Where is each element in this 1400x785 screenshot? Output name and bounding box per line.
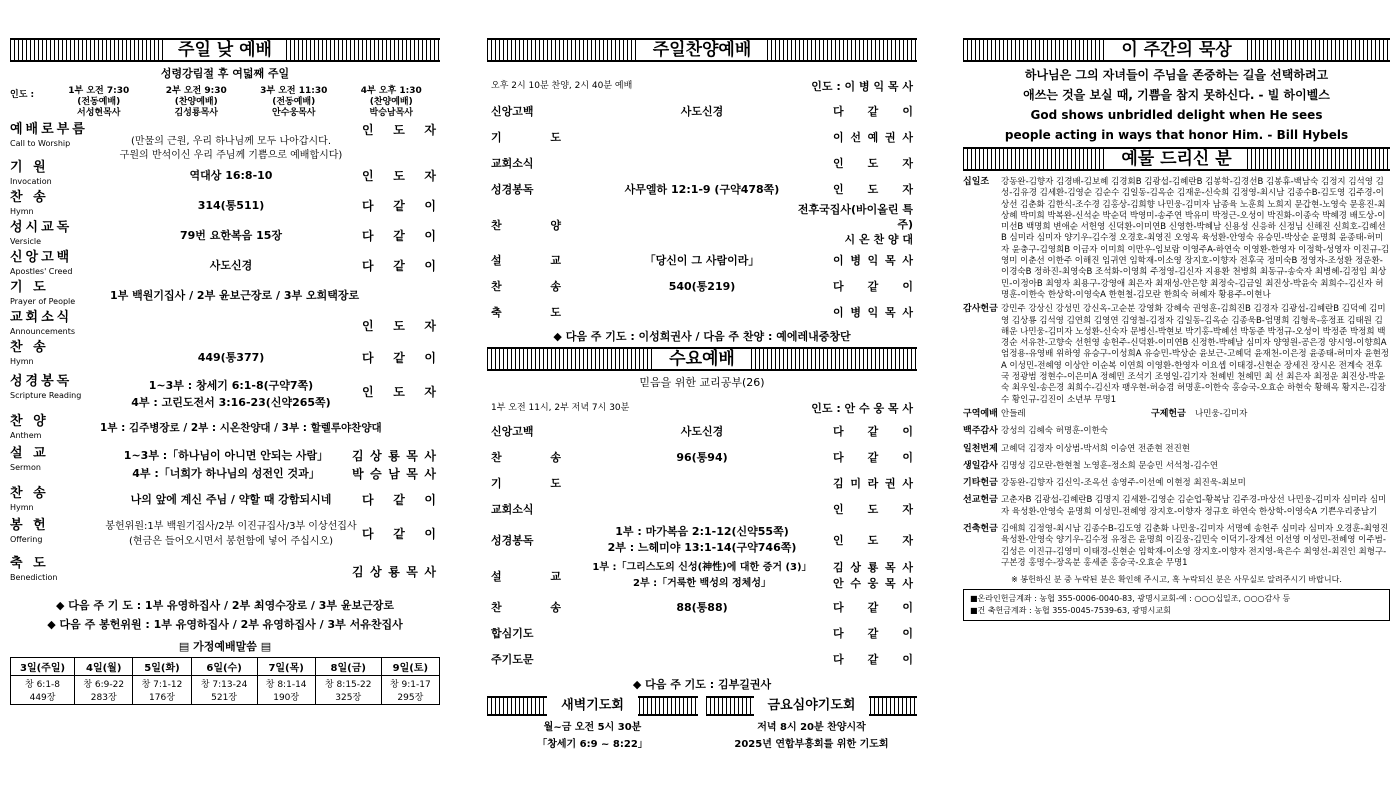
order-row: 축 도 Benediction 김 상 룡 목 사 [10,556,436,582]
praise-next: ◆ 다음 주 기도 : 이성희권사 / 다음 주 찬양 : 예에레내중창단 [553,330,851,343]
order-row: 교회소식 인 도 자 [491,157,913,170]
order-row: 교회소식 인 도 자 [491,503,913,516]
offering-header: 예물 드리신 분 [963,147,1390,171]
order-row: 설 교 Sermon 1~3부 :「하나님이 아니면 안되는 사람」 4부 :「너희가 하나님의 성전인 것과」 김 상 룡 목 사 박 승 남 목 사 [10,446,436,481]
praise-service-header: 주일찬양예배 [487,38,917,62]
offering-group: 기타헌금 강동완-김향자 김신익-조옥선 송영주-이선예 이현정 최진욱-최보미 [963,478,1246,489]
offering-group: 십일조 강동완-김향자 김경배-김보혜 김경회B 김광섭-김혜란B 김봉학-김경선B 김봉휴-백남숙 김정지 김석영 김성-김유경 김세환-김영순 김순수 김일동-김옥순 김재운-신숙희 김정영-최시남 김종수B-김도영 김주경-이상선 김춘화 김한식-조수경 김홍상-김희향 나민웅-김미자 남종육 노훈희 노희지 문갑현-노영숙 문흥진-최상혜 박미희 박복완-신석순 박순덕 박영미-송주연 박유미 박정근-오성이 박진화-이종숙 박혜경 배도상-이미선B 백명희 변애순 서헌영 신덕환-이미연B 신영한-박혜남 신용성 신응하 신정님 신해진 신희호-김혜선B 심미라 심미자 양기우-김수정 오경호-최영진 오영옥 육성환-안영숙 유승민-박상순 윤명희 윤종태-허미자 윤충구-김영희B 이금자 이미희 이만우-임보람 이영주A-하연숙 이영환-한영자 이정학-성영자 이진규-김영미 이춘선 이한주 이해진 임귀연 임학재-이소영 장지호-이향자 전후국 정미숙B 정영자-조성환 정운환-이경숙B 정하진-최영숙B 조석화-이영희 주정영-김신자 지용환 천병희 최동규-송숙자 최병헤-김정임 최상민-이정아B 최영자 최용구-강영애 최은자 최재성-안은향 최정숙-김금일 최진상-박윤숙 최희수-김신자 허명훈-이한숙 한상학-이영숙A 한현철-김모란 한희숙 허혜자 황용주-이현나 [963,177,1390,300]
subtitle: 성령강림절 후 여덟째 주일 [160,67,290,80]
devotion-table: 3일(주일) 4일(월) 5일(화) 6일(수) 7일(목) 8일(금) 9일(토) 창 6:1-8 449장 창 6:9-22 283장 창 7:1-12 176장 창 7:13-24 521장 창 8:1-14 190장 창 8:15-22 325장 창 9:1-17 295장 [10,657,440,705]
order-of-worship [10,123,440,589]
order-row: 찬 송 540(통219) 다 같 이 [491,280,913,293]
order-row: 성경봉독 Scripture Reading 1~3부 : 창세기 6:1-8(구약7쪽) 4부 : 고린도전서 3:16-23(신약265쪽) 인 도 자 [10,374,436,409]
wednesday-info: 1부 오전 11시, 2부 저녁 7시 30분 인도 : 안 수 웅 목 사 [491,402,913,415]
order-row: 신앙고백 사도신경 다 같 이 [491,425,913,438]
offering-note: ※ 봉헌하신 분 중 누락된 분은 확인해 주시고, 혹 누락되신 분은 사무실로 알려주시기 바랍니다. [1011,575,1342,585]
offering-group: 생일감사 김명성 김모란-한현철 노영훈-정소희 문승민 서석청-김수연 [963,460,1219,471]
order-row: 기 원 Invocation 역대상 16:8-10 인 도 자 [10,160,436,186]
order-row: 봉 헌 Offering 봉헌위원:1부 백원기집사/2부 이진규집사/3부 이상선집사 (현금은 들어오시면서 봉헌함에 넣어 주십시오) 다 같 이 [10,518,436,547]
meditation-header: 이 주간의 묵상 [963,38,1390,62]
service-4: 4부 오후 1:30 (찬양예배) 박승남목사 [360,86,422,118]
praise-service-column [487,38,917,750]
offering-group: 구역예배 안들레 구제헌금 나민웅-김미자 [963,408,1248,419]
praise-order [487,98,917,325]
wednesday-header: 수요예배 [487,347,917,371]
service-1: 1부 오전 7:30 (전동예배) 서성현목사 [68,86,130,118]
next-offering: ◆ 다음 주 봉헌위원 : 1부 유영하집사 / 2부 유영하집사 / 3부 서유찬집사 [47,618,403,631]
order-row: 성시교독 Versicle 79번 요한복음 15장 다 같 이 [10,220,436,246]
order-row: 신앙고백 Apostles' Creed 사도신경 다 같 이 [10,250,436,276]
wednesday-order [487,418,917,672]
order-row: 찬 송 88(통88) 다 같 이 [491,601,913,614]
service-3: 3부 오전 11:30 (전동예배) 안수웅목사 [260,86,328,118]
service-2: 2부 오전 9:30 (찬양예배) 김성룡목사 [165,86,227,118]
friday-prayer: 금요심야기도회 저녁 8시 20분 찬양시작 2025년 연합부흥회를 위한 기도회 [706,696,917,750]
order-row: 찬 송 Hymn 314(통511) 다 같 이 [10,190,436,216]
sunday-service-header [10,38,440,62]
devotion-title: ▤ 가정예배말씀 ▤ [178,640,272,653]
order-row: 기 도 Prayer of People 1부 백원기집사 / 2부 윤보근장로 / 3부 오희택장로 [10,280,360,306]
offering-group: 선교헌금 고춘자B 김광섭-김혜란B 김명지 김세환-김영순 김순업-황복남 김주경-마상선 나민웅-김미자 심미라 심미자 육성환-안영숙 윤명희 이성민-전혜영 장지호-이향자 정규호 하연숙 한상학-이영숙A 기쁜우리중남기 [963,495,1387,517]
service-times [10,86,440,119]
order-row: 성경봉독 1부 : 마가복음 2:1-12(신약55쪽) 2부 : 느헤미야 13:1-14(구약746쪽) 인 도 자 [491,525,913,554]
order-row: 찬 송 96(통94) 다 같 이 [491,451,913,464]
order-row: 기 도 김 미 라 권 사 [491,477,913,490]
praise-info: 오후 2시 10분 찬양, 2시 40분 예배 인도 : 이 병 익 목 사 [491,80,913,93]
offering-group: 감사헌금 강민주 강상신 강성민 강신옥-고순분 강영화 강혜숙 권영훈-김희진B 김경자 김광섭-김혜란B 김덕예 김미영 김상룡 김석영 김연희 김영연 김영철-김정자 김일동-김옥순 김종욱B-엄명희 김형욱-홍정표 김태원 김해운 나민웅-김미자 노성환-신숙자 문병신-박현보 박기홍-박혜선 박동준 박정규-오성이 박정준 박정희 백경순 서유찬-고향숙 선헌영 송헌주-신덕환-이미연B 신정한-박혜남 심미자 양영원-공은경 양시영-이향희A 엄정용-유영배 위하영 유승구-이성희A 유승민-박상순 윤보근-고혜덕 윤재천-이은정 윤종태-허미자 윤현정A 이성민-전혜영 이상안 이순복 이연희 이영환-한영자 이요셉 이태경-신현순 장세진 장시온 전계숙 전후국 정광범 정현수-이은미A 정혜민 조석기 조영일-김기자 천혜빈 천혜민 최 선 최은자 최정운 최진상-박윤숙 최우일-송은경 최희수-김신자 팽우현-허승겸 허명훈-이한숙 홍승국-오효순 하현숙 황해옥 황지은-김장수 황인규-김진이 소년부 무명1 [963,304,1389,405]
header-title: 주일 낮 예배 [164,40,286,60]
order-row: 예배로부름 Call to Worship (만물의 근원, 우리 하나님께 모두 나아갑시다. 구원의 반석이신 우리 주님께 기쁨으로 예배합시다) 인 도 자 [10,122,436,161]
account-box: ■온라인헌금계좌 : 농협 355-0006-0040-83, 광명시교회-예 : ○○○십일조, ○○○감사 등 ■건 축헌금계좌 : 농협 355-0045-7539-63, 광명시교회 [963,589,1390,621]
offering-group: 백주감사 강성의 김혜숙 허명훈-이한숙 [963,426,1109,437]
sunday-service-column [10,38,440,705]
meditation-column [963,38,1390,621]
order-row: 신앙고백 사도신경 다 같 이 [491,105,913,118]
order-row: 교회소식 Announcements 인 도 자 [10,310,436,336]
order-row: 찬 양 전후국집사(바이올린 특주) 시 온 찬 양 대 [491,203,913,246]
offering-list [963,177,1390,569]
wednesday-next: ◆ 다음 주 기도 : 김부길권사 [632,678,772,691]
leader-label: 인도 : [10,90,35,100]
meditation-text: 하나님은 그의 자녀들이 주님을 존중하는 길을 선택하려고 애쓰는 것을 보실 때, 기쁨을 참지 못하신다. - 빌 하이벨스 God shows unbridled delight when He sees people acting in ways that honor Him. - Bill Hybels [1004,68,1349,142]
offering-group: 일천번제 고혜덕 김경자 이상범-박서희 이승연 전준현 전진현 [963,443,1191,454]
order-row: 찬 송 Hymn 나의 앞에 계신 주님 / 약할 때 강함되시네 다 같 이 [10,486,436,512]
order-row: 성경봉독 사무엘하 12:1-9 (구약478쪽) 인 도 자 [491,183,913,196]
order-row: 기 도 이 선 예 권 사 [491,131,913,144]
order-row: 합심기도 다 같 이 [491,627,913,640]
order-row: 축 도 이 병 익 목 사 [491,306,913,319]
order-row: 찬 양 Anthem 1부 : 김주병장로 / 2부 : 시온찬양대 / 3부 : 할렐루야찬양대 [10,414,382,440]
order-row: 설 교 「당신이 그 사람이라」 이 병 익 목 사 [491,254,913,267]
order-row: 주기도문 다 같 이 [491,653,913,666]
wednesday-subtitle: 믿음을 위한 교리공부(26) [639,376,765,389]
offering-group: 건축헌금 김애희 김정영-최시남 김종수B-김도영 김춘화 나민웅-김미자 서명예 송헌주 심미라 심미자 오경훈-최영진 육성환-안영숙 양기우-김수정 유정은 윤명희 이길웅-김민숙 이덕기-장계선 이선영 이성민-전혜영 이주범-김성은 이진규-김영미 이태경-신현순 임학재-이소영 장지호-이향자 전지영-육은수 최영선-최진인 최형구-구본경 홍명수-장옥분 홍세준 홍승국-오효순 무명1 [963,524,1389,568]
dawn-prayer: 새벽기도회 월~금 오전 5시 30분 「창세기 6:9 ~ 8:22」 [487,696,698,750]
prayer-meetings [487,696,917,750]
next-prayer: ◆ 다음 주 기 도 : 1부 유영하집사 / 2부 최영수장로 / 3부 윤보근장로 [55,599,395,612]
order-row: 찬 송 Hymn 449(통377) 다 같 이 [10,340,436,366]
order-row: 설 교 1부 :「그리스도의 신성(神性)에 대한 증거 (3)」 2부 :「거룩한 백성의 정체성」 김 상 룡 목 사 안 수 웅 목 사 [491,561,913,590]
